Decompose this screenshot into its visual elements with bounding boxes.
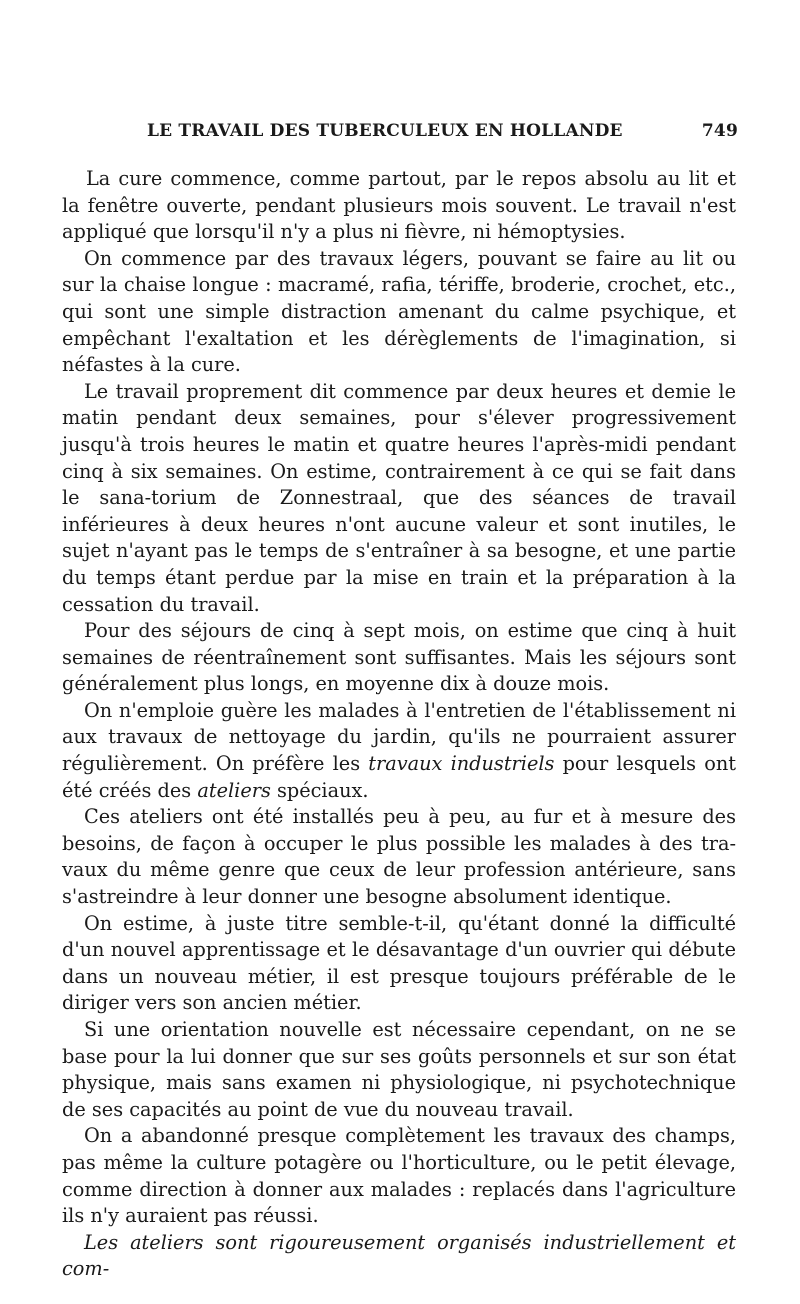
- running-title: LE TRAVAIL DES TUBERCULEUX EN HOLLANDE: [147, 121, 623, 141]
- paragraph: On commence par des travaux légers, pouvant se faire au lit ou sur la chaise longue : macramé, rafia, tériffe, broderie, crochet, etc., qui sont une simple distraction amenant du calme psychique, et empêchant l'exaltation et les dérèglements de l'imagination, si néfastes à la cure.: [62, 246, 736, 377]
- italic-phrase: travaux industriels: [368, 752, 555, 776]
- paragraph: Le travail proprement dit commence par deux heures et demie le matin pendant deux semaines, pour s'élever progressivement jusqu'à trois heures le matin et quatre heures l'après-midi pendant cinq à six semaines. On estime, contrairement à ce qui se fait dans le sana-torium de Zonnestraal, que des séances de travail inférieures à deux heures n'ont aucune valeur et sont inutiles, le sujet n'ayant pas le temps de s'entraîner à sa besogne, et une partie du temps étant perdue par la mise en train et la préparation à la cessation du travail.: [62, 379, 736, 616]
- running-head: [62, 121, 738, 151]
- paragraph-text: On n'emploie guère les malades à l'entretien de l'établissement ni aux travaux de nettoyage du jardin, qu'ils ne pourraient assurer régulièrement. On préfère les: [62, 698, 736, 776]
- paragraph: Si une orientation nouvelle est nécessaire cependant, on ne se base pour la lui donner que sur ses goûts personnels et sur son état physique, mais sans examen ni physiologique, ni psychotechnique de ses capacités au point de vue du nouveau travail.: [62, 1018, 736, 1121]
- page-number: 749: [701, 121, 738, 141]
- paragraph: On estime, à juste titre semble-t-il, qu'étant donné la difficulté d'un nouvel apprentissage et le désavantage d'un ouvrier qui débute dans un nouveau métier, il est presque toujours préférable de le diriger vers son ancien métier.: [62, 911, 736, 1015]
- paragraph: [62, 1230, 736, 1283]
- paragraph: On a abandonné presque complètement les travaux des champs, pas même la culture potagère ou l'horticulture, ou le petit élevage, comme direction à donner aux malades : replacés dans l'agriculture ils n'y auraient pas réussi.: [62, 1124, 736, 1228]
- italic-line: Les ateliers sont rigoureusement organisés industriellement et com-: [62, 1230, 736, 1281]
- paragraph: Ces ateliers ont été installés peu à peu, au fur et à mesure des besoins, de façon à occuper le plus possible les malades à des tra-vaux du même genre que ceux de leur profession antérieure, sans s'astreindre à leur donner une besogne absolument identique.: [62, 805, 736, 909]
- body-text: [62, 166, 736, 1283]
- paragraph-text: pour lesquels ont été créés des: [62, 752, 736, 802]
- paragraph: [62, 698, 736, 804]
- paragraph: Pour des séjours de cinq à sept mois, on estime que cinq à huit semaines de réentraînement sont suffisantes. Mais les séjours sont généralement plus longs, en moyenne dix à douze mois.: [62, 619, 736, 696]
- paragraph-text: spéciaux.: [270, 778, 369, 802]
- paragraph: La cure commence, comme partout, par le repos absolu au lit et la fenêtre ouverte, pendant plusieurs mois souvent. Le travail n'est appliqué que lorsqu'il n'y a plus ni fièvre, ni hémoptysies.: [62, 167, 736, 244]
- italic-phrase: ateliers: [197, 778, 271, 802]
